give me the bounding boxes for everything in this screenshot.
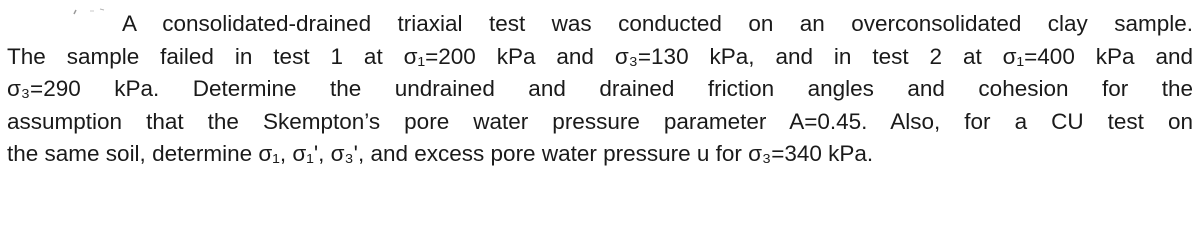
problem-statement	[7, 8, 1193, 171]
problem-line-5: the same soil, determine σ₁, σ₁', σ₃', and excess pore water pressure u for σ₃=340 kPa.	[7, 141, 874, 166]
problem-line-2: The sample failed in test 1 at σ₁=200 kPa and σ₃=130 kPa, and in test 2 at σ₁=400 kPa and	[7, 43, 1193, 69]
problem-line-3: σ₃=290 kPa. Determine the undrained and drained friction angles and cohesion for the	[7, 76, 1193, 101]
problem-line-1: A consolidated-drained triaxial test was conducted on an overconsolidated clay sample.	[122, 11, 1193, 36]
problem-line-4: assumption that the Skempton’s pore water pressure parameter A=0.45. Also, for a CU test on	[7, 108, 1193, 134]
